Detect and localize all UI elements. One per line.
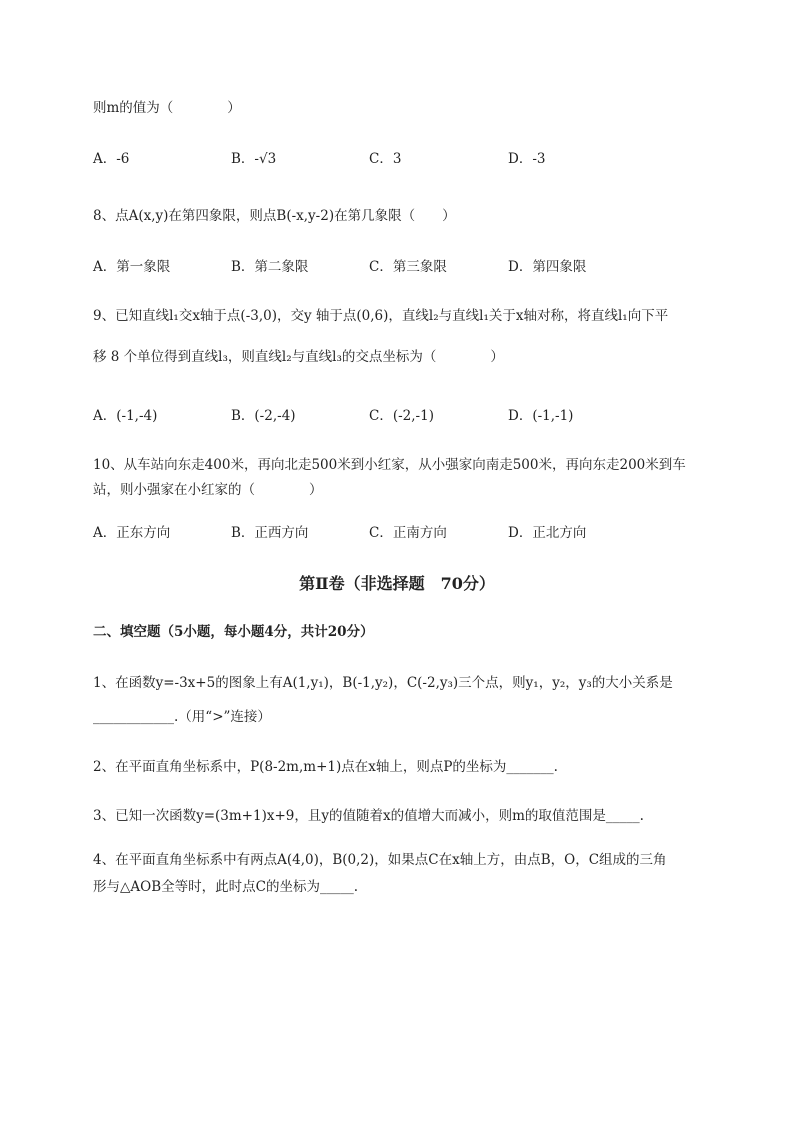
question-10-options (93, 522, 733, 544)
option-d: D．正北方向 (508, 525, 587, 541)
question-9-line-2: 移 8 个单位得到直线l₃，则直线l₂与直线l₃的交点坐标为（ ） (93, 349, 504, 365)
fill-question-3: 3、已知一次函数y=(3m+1)x+9，且y的值随着x的值增大而减小，则m的取值范围是_____. (93, 808, 644, 824)
question-9-line-1: 9、已知直线l₁交x轴于点(-3,0)，交y 轴于点(0,6)，直线l₂与直线l₁关于x轴对称，将直线l₁向下平 (93, 308, 669, 324)
option-d: D．(-1,-1) (508, 408, 574, 424)
fill-question-1-line-2: ____________.（用“>”连接） (93, 709, 271, 725)
option-b: B．(-2,-4) (231, 408, 296, 424)
section-title: 第Ⅱ卷（非选择题 70分） (299, 574, 495, 593)
option-d: D．-3 (508, 151, 546, 167)
option-a: A．正东方向 (93, 525, 171, 541)
option-a: A．-6 (93, 151, 130, 167)
fill-question-2: 2、在平面直角坐标系中，P(8-2m,m+1)点在x轴上，则点P的坐标为_______. (93, 759, 558, 775)
option-d: D．第四象限 (508, 259, 587, 275)
question-7-tail: 则m的值为（ ） (93, 100, 241, 116)
question-7-options (93, 148, 733, 170)
fill-question-4-line-2: 形与△AOB全等时，此时点C的坐标为_____. (93, 879, 358, 895)
option-b: B．第二象限 (231, 259, 309, 275)
question-10-line-2: 站，则小强家在小红家的（ ） (93, 482, 323, 498)
question-8-options (93, 256, 733, 278)
fill-question-1-line-1: 1、在函数y=-3x+5的图象上有A(1,y₁)，B(-1,y₂)，C(-2,y₃)三个点，则y₁，y₂，y₃的大小关系是 (93, 675, 673, 691)
option-b: B．-√3 (231, 151, 277, 167)
option-c: C．第三象限 (369, 259, 447, 275)
option-b: B．正西方向 (231, 525, 309, 541)
fill-question-4-line-1: 4、在平面直角坐标系中有两点A(4,0)，B(0,2)，如果点C在x轴上方，由点B，O，C组成的三角 (93, 852, 667, 868)
question-8: 8、点A(x,y)在第四象限，则点B(-x,y-2)在第几象限（ ） (93, 208, 456, 224)
option-a: A．(-1,-4) (93, 408, 158, 424)
question-10-line-1: 10、从车站向东走400米，再向北走500米到小红家，从小强家向南走500米，再向东走200米到车 (93, 457, 686, 473)
option-c: C．(-2,-1) (369, 408, 434, 424)
option-c: C．正南方向 (369, 525, 447, 541)
part-2-title: 二、填空题（5小题，每小题4分，共计20分） (93, 624, 374, 640)
option-c: C．3 (369, 151, 402, 167)
option-a: A．第一象限 (93, 259, 171, 275)
question-9-options (93, 405, 733, 427)
